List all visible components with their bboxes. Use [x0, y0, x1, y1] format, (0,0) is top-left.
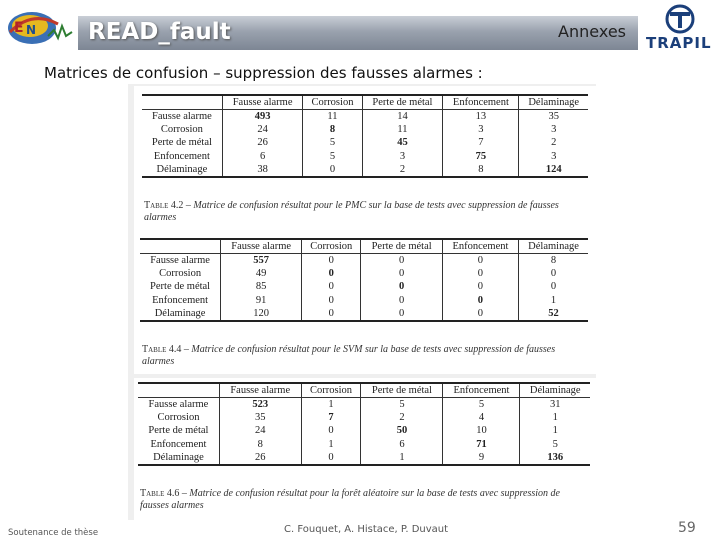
- col-header: Perte de métal: [362, 96, 443, 110]
- cell: 26: [222, 136, 303, 149]
- cell: 124: [545, 163, 562, 175]
- cell: 8: [219, 437, 301, 450]
- table-row: [142, 136, 588, 149]
- cell: 2: [361, 411, 443, 424]
- col-header: Perte de métal: [361, 240, 442, 254]
- row-label: Délaminage: [142, 163, 222, 176]
- table-row: [140, 307, 588, 320]
- cell: 7: [301, 411, 361, 424]
- cell: 13: [443, 110, 519, 123]
- cell: 0: [302, 254, 361, 267]
- row-label: Corrosion: [138, 411, 219, 424]
- col-header: Enfoncement: [443, 96, 519, 110]
- table-row: [142, 149, 588, 162]
- cell: 45: [362, 136, 443, 149]
- row-label: Perte de métal: [138, 424, 219, 437]
- table-caption: [140, 488, 580, 512]
- col-header: Fausse alarme: [221, 240, 302, 254]
- table-header-row: [142, 96, 588, 110]
- cell: 523: [219, 398, 301, 411]
- cell: 0: [301, 424, 361, 437]
- row-label: Fausse alarme: [140, 254, 221, 267]
- cell: 11: [362, 123, 443, 136]
- cell: 9: [443, 451, 520, 464]
- row-label: Fausse alarme: [142, 110, 222, 123]
- cell: 0: [302, 293, 361, 306]
- cell: 0: [550, 281, 557, 293]
- cell: 24: [222, 123, 303, 136]
- cell: 91: [221, 293, 302, 306]
- table-frame: [140, 238, 588, 322]
- cell: 0: [361, 280, 442, 293]
- svg-text:N: N: [26, 23, 37, 37]
- row-label: Enfoncement: [138, 437, 219, 450]
- row-label: Corrosion: [142, 123, 222, 136]
- table-header-row: [140, 240, 588, 254]
- cell: 1: [550, 294, 557, 306]
- col-header: Enfoncement: [443, 384, 520, 398]
- svg-text:E: E: [14, 20, 24, 36]
- table-row: [138, 398, 590, 411]
- cell: 38: [222, 163, 303, 176]
- col-header: [138, 384, 219, 398]
- cell: 5: [303, 149, 362, 162]
- table-frame: [142, 94, 588, 178]
- cell: 8: [443, 163, 519, 176]
- cell: 24: [219, 424, 301, 437]
- cell: 120: [221, 307, 302, 320]
- cell: 14: [362, 110, 443, 123]
- caption-label: Table 4.6: [140, 488, 180, 499]
- row-label: Corrosion: [140, 267, 221, 280]
- cell: 4: [443, 411, 520, 424]
- row-label: Perte de métal: [142, 136, 222, 149]
- page-number: 59: [678, 520, 696, 536]
- cell: 11: [303, 110, 362, 123]
- col-header: [142, 96, 222, 110]
- table-row: [140, 293, 588, 306]
- caption-text: – Matrice de confusion résultat pour la forêt aléatoire sur la base de tests avec suppression de fausses alarmes: [140, 488, 560, 511]
- cell: 7: [443, 136, 519, 149]
- cell: 5: [443, 398, 520, 411]
- cell: 31: [549, 398, 561, 410]
- cell: 35: [548, 110, 559, 122]
- table-frame: [138, 382, 590, 466]
- cell: 1: [301, 437, 361, 450]
- cell: 49: [221, 267, 302, 280]
- footer-authors: C. Fouquet, A. Histace, P. Duvaut: [284, 524, 449, 535]
- col-header: Fausse alarme: [222, 96, 303, 110]
- confusion-matrix-pmc: [142, 96, 588, 176]
- table-row: [138, 451, 590, 464]
- table-row: [142, 110, 588, 123]
- table-row: [138, 437, 590, 450]
- cell: 3: [551, 123, 557, 135]
- table-panel-random-forest: [134, 378, 596, 520]
- table-panel-svm: [134, 232, 596, 374]
- row-label: Enfoncement: [140, 293, 221, 306]
- slide-subtitle: Matrices de confusion – suppression des fausses alarmes :: [44, 64, 483, 82]
- col-header: Corrosion: [301, 384, 361, 398]
- cell: 1: [301, 398, 361, 411]
- cell: 71: [443, 437, 520, 450]
- row-label: Délaminage: [140, 307, 221, 320]
- cell: 52: [548, 307, 559, 319]
- cell: 1: [552, 425, 558, 437]
- col-header: Fausse alarme: [219, 384, 301, 398]
- col-header: Délaminage: [519, 240, 588, 254]
- col-header: Perte de métal: [361, 384, 443, 398]
- cell: 5: [552, 438, 558, 450]
- cell: 6: [361, 437, 443, 450]
- conference-logo: [2, 2, 76, 50]
- caption-text: – Matrice de confusion résultat pour le PMC sur la base de tests avec suppression de fausses alarmes: [144, 200, 559, 223]
- cell: 10: [443, 424, 520, 437]
- page-title: READ_fault: [88, 19, 231, 45]
- cell: 0: [301, 451, 361, 464]
- cell: 2: [362, 163, 443, 176]
- col-header: Corrosion: [303, 96, 362, 110]
- cell: 0: [550, 267, 557, 279]
- confusion-matrix-random-forest: [138, 384, 590, 464]
- table-row: [138, 424, 590, 437]
- cell: 5: [303, 136, 362, 149]
- cell: 5: [361, 398, 443, 411]
- cell: 3: [551, 150, 557, 162]
- cell: 493: [222, 110, 303, 123]
- caption-label: Table 4.4: [142, 344, 182, 355]
- footer-event: Soutenance de thèse: [8, 528, 99, 538]
- conference-logo-graphic: [2, 2, 76, 50]
- cell: 0: [442, 280, 518, 293]
- cell: 0: [442, 293, 518, 306]
- cell: 0: [302, 267, 361, 280]
- cell: 136: [547, 451, 564, 463]
- caption-label: Table 4.2: [144, 200, 184, 211]
- cell: 0: [361, 267, 442, 280]
- table-row: [140, 267, 588, 280]
- row-label: Perte de métal: [140, 280, 221, 293]
- trapil-logo-text: TRAPIL: [646, 34, 712, 52]
- table-caption: [142, 344, 582, 368]
- table-header-row: [138, 384, 590, 398]
- cell: 557: [221, 254, 302, 267]
- cell: 3: [362, 149, 443, 162]
- cell: 3: [443, 123, 519, 136]
- caption-text: – Matrice de confusion résultat pour le SVM sur la base de tests avec suppression de fausses alarmes: [142, 344, 556, 367]
- cell: 0: [302, 307, 361, 320]
- row-label: Enfoncement: [142, 149, 222, 162]
- cell: 0: [442, 307, 518, 320]
- col-header: Corrosion: [302, 240, 361, 254]
- cell: 8: [550, 254, 557, 266]
- cell: 35: [219, 411, 301, 424]
- cell: 0: [361, 307, 442, 320]
- row-label: Fausse alarme: [138, 398, 219, 411]
- cell: 0: [361, 254, 442, 267]
- table-caption: [144, 200, 584, 224]
- cell: 0: [442, 254, 518, 267]
- col-header: Enfoncement: [442, 240, 518, 254]
- title-bar: [78, 16, 638, 50]
- table-row: [138, 411, 590, 424]
- cell: 1: [552, 411, 558, 423]
- table-row: [140, 254, 588, 267]
- cell: 6: [222, 149, 303, 162]
- cell: 75: [443, 149, 519, 162]
- trapil-logo: [642, 2, 718, 52]
- col-header: [140, 240, 221, 254]
- cell: 50: [361, 424, 443, 437]
- col-header: Délaminage: [519, 96, 588, 110]
- cell: 26: [219, 451, 301, 464]
- table-row: [140, 280, 588, 293]
- confusion-matrix-svm: [140, 240, 588, 320]
- cell: 85: [221, 280, 302, 293]
- cell: 0: [303, 163, 362, 176]
- col-header: Délaminage: [520, 384, 590, 398]
- table-row: [142, 163, 588, 176]
- cell: 2: [551, 137, 557, 149]
- cell: 1: [361, 451, 443, 464]
- row-label: Délaminage: [138, 451, 219, 464]
- cell: 0: [361, 293, 442, 306]
- table-row: [142, 123, 588, 136]
- section-label: Annexes: [558, 22, 626, 41]
- cell: 8: [303, 123, 362, 136]
- cell: 0: [302, 280, 361, 293]
- table-panel-pmc: [134, 86, 596, 232]
- cell: 0: [442, 267, 518, 280]
